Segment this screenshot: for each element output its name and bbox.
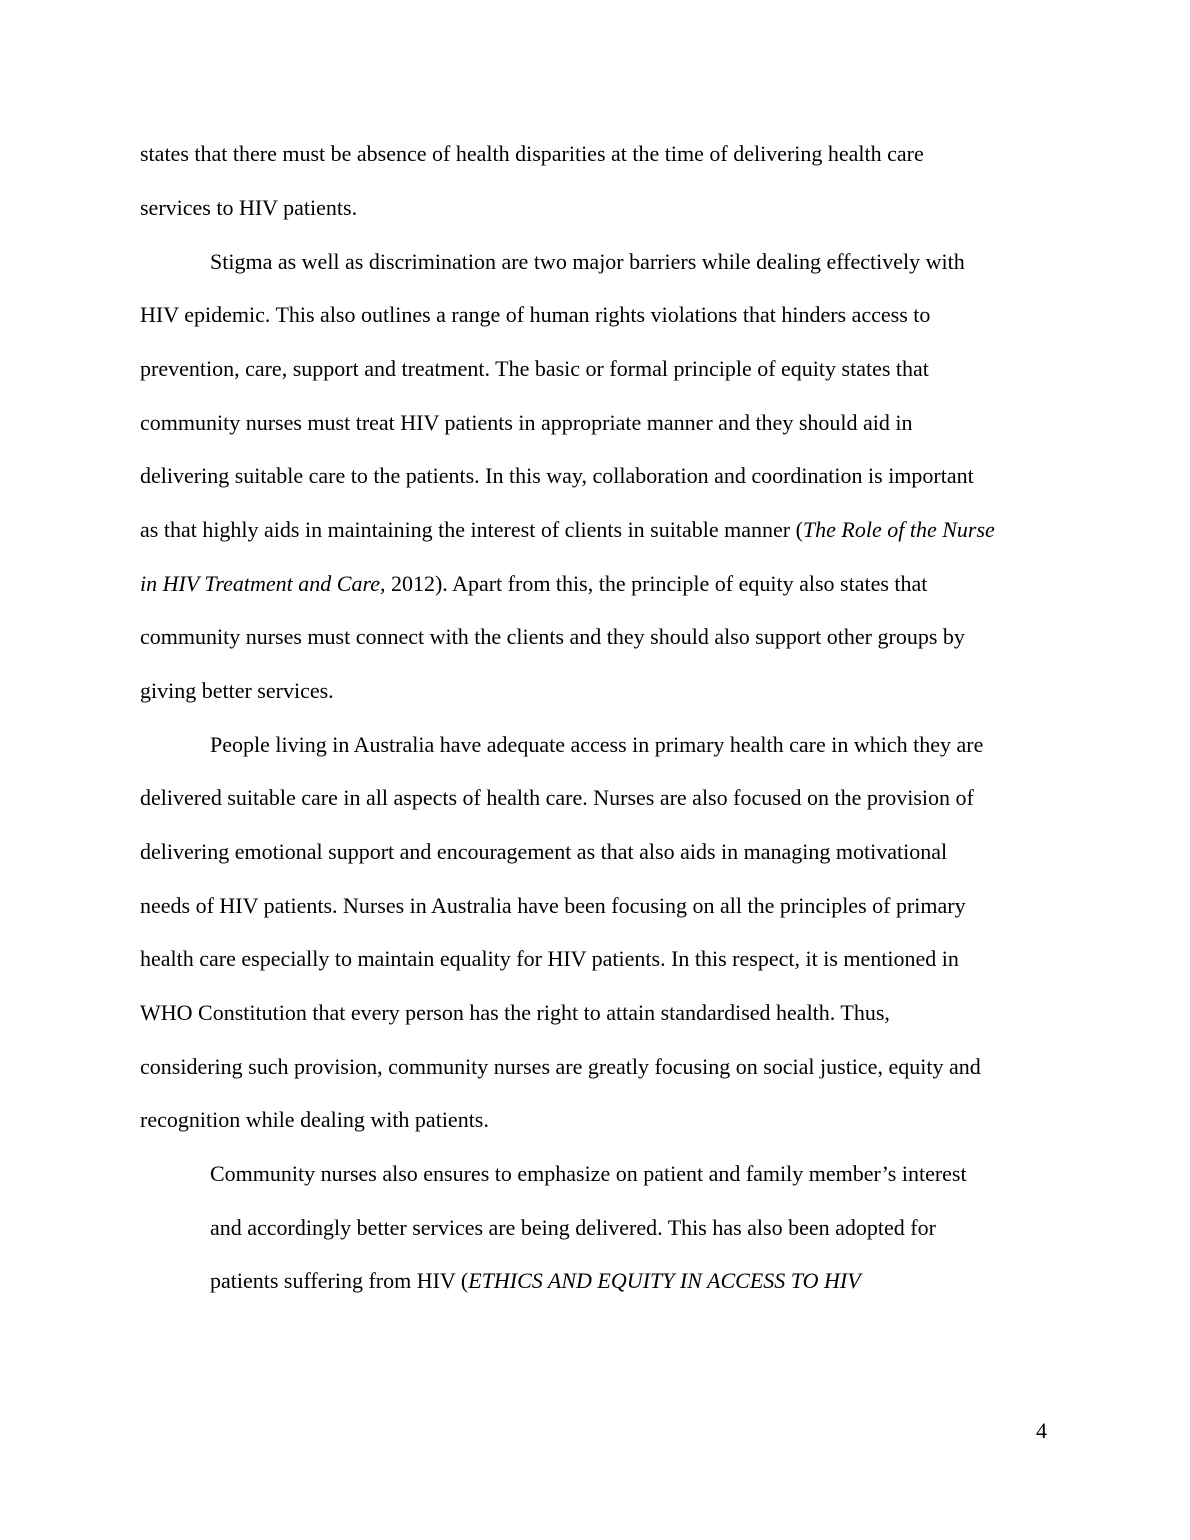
- text-line: HIV epidemic. This also outlines a range of human rights violations that hinders access to: [140, 302, 931, 327]
- text-line: delivering emotional support and encouragement as that also aids in managing motivational: [140, 839, 948, 864]
- text-line: People living in Australia have adequate access in primary health care in which they are: [210, 732, 984, 757]
- text-segment: patients suffering from HIV (: [210, 1268, 469, 1293]
- text-segment: as that highly aids in maintaining the interest of clients in suitable manner (: [140, 517, 803, 542]
- text-line: community nurses must connect with the clients and they should also support other groups by: [140, 624, 965, 649]
- text-line: [140, 517, 995, 543]
- text-line: needs of HIV patients. Nurses in Australia have been focusing on all the principles of primary: [140, 893, 966, 918]
- text-line: giving better services.: [140, 678, 334, 703]
- text-line: states that there must be absence of health disparities at the time of delivering health care: [140, 141, 924, 166]
- text-line: health care especially to maintain equality for HIV patients. In this respect, it is mentioned in: [140, 946, 959, 971]
- text-line: considering such provision, community nurses are greatly focusing on social justice, equity and: [140, 1054, 981, 1079]
- citation-title: The Role of the Nurse: [802, 517, 995, 542]
- text-line: [140, 571, 927, 597]
- citation-title: ETHICS AND EQUITY IN ACCESS TO HIV: [468, 1268, 861, 1293]
- text-line: recognition while dealing with patients.: [140, 1107, 489, 1132]
- citation-title: in HIV Treatment and Care: [140, 571, 380, 596]
- text-line: Community nurses also ensures to emphasize on patient and family member’s interest: [210, 1161, 967, 1186]
- text-line: WHO Constitution that every person has the right to attain standardised health. Thus,: [140, 1000, 890, 1025]
- text-line: services to HIV patients.: [140, 195, 358, 220]
- text-line: [210, 1268, 861, 1294]
- text-line: and accordingly better services are being delivered. This has also been adopted for: [210, 1215, 936, 1240]
- text-segment: , 2012). Apart from this, the principle of equity also states that: [379, 571, 928, 596]
- text-line: Stigma as well as discrimination are two major barriers while dealing effectively with: [210, 249, 965, 274]
- text-line: delivered suitable care in all aspects of health care. Nurses are also focused on the provision of: [140, 785, 974, 810]
- text-line: prevention, care, support and treatment. The basic or formal principle of equity states that: [140, 356, 929, 381]
- text-line: community nurses must treat HIV patients in appropriate manner and they should aid in: [140, 410, 913, 435]
- page-number: 4: [1036, 1418, 1047, 1443]
- text-line: delivering suitable care to the patients. In this way, collaboration and coordination is important: [140, 463, 974, 488]
